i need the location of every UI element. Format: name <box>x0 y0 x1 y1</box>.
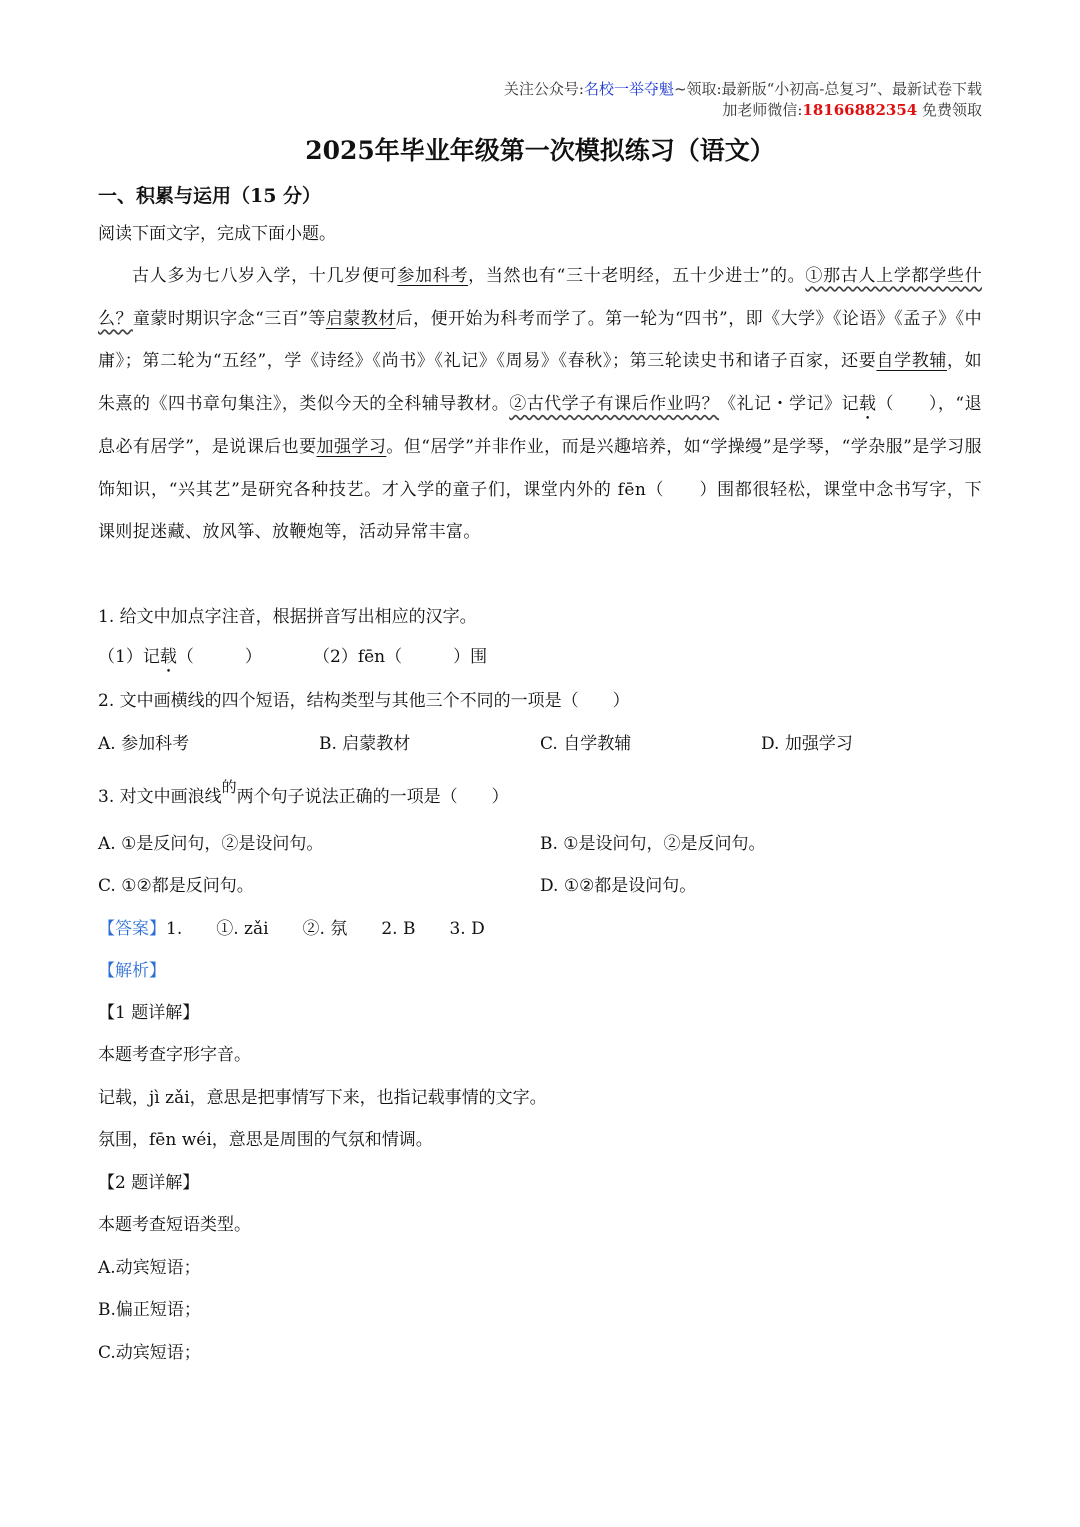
q3-option-d[interactable]: D. ①②都是设问句。 <box>540 876 697 896</box>
explanation-heading-2: 【2 题详解】 <box>98 1173 200 1193</box>
question-1-part-2: （2）fēn（ ）围 <box>313 647 488 667</box>
q3-option-a[interactable]: A. ①是反问句，②是设问句。 <box>98 834 324 854</box>
q1-blank: （ ） <box>176 647 262 667</box>
underlined-phrase-1: 参加科考 <box>397 266 469 286</box>
explanation-heading-1: 【1 题详解】 <box>98 1003 200 1023</box>
question-3-stem <box>98 778 509 809</box>
q2-option-d[interactable]: D. 加强学习 <box>761 734 853 754</box>
passage-text: 童蒙时期识字念“三百”等 <box>132 308 326 329</box>
question-1-part-1 <box>98 645 262 677</box>
explanation-line: C.动宾短语； <box>98 1343 201 1363</box>
account-link[interactable]: 名校一举夺魁 <box>583 80 674 98</box>
underlined-phrase-4: 加强学习 <box>316 436 387 457</box>
question-2-stem: 2. 文中画横线的四个短语，结构类型与其他三个不同的一项是（ ） <box>98 691 630 711</box>
explanation-line: 本题考查短语类型。 <box>98 1215 251 1235</box>
header-text: ~领取:最新版“小初高-总复习”、最新试卷下载 <box>673 80 982 98</box>
section-title: 一、积累与运用（15 分） <box>98 185 322 207</box>
reading-passage <box>98 255 982 554</box>
analysis-label: 【解析】 <box>98 961 166 981</box>
explanation-line: A.动宾短语； <box>98 1258 201 1278</box>
q3-option-c[interactable]: C. ①②都是反问句。 <box>98 876 254 896</box>
phone-number: 18166882354 <box>802 101 918 119</box>
q3-text: 3. 对文中画浪线 <box>98 787 222 807</box>
explanation-line: 氛围，fēn wéi，意思是周围的气氛和情调。 <box>98 1130 433 1150</box>
passage-text: ，当然也有“三十老明经，五十少进士”的。 <box>468 266 806 286</box>
q2-option-a[interactable]: A. 参加科考 <box>98 734 190 754</box>
answer-line <box>98 917 485 941</box>
question-1-stem: 1. 给文中加点字注音，根据拼音写出相应的汉字。 <box>98 607 477 627</box>
q1-text: （1）记 <box>98 647 160 667</box>
explanation-line: B.偏正短语； <box>98 1300 201 1320</box>
instruction: 阅读下面文字，完成下面小题。 <box>98 224 336 244</box>
explanation-line: 记载，jì zǎi，意思是把事情写下来，也指记载事情的文字。 <box>98 1088 547 1108</box>
wavy-sentence-1: ①那古人上学都学些什么？ <box>98 266 982 329</box>
underlined-phrase-2: 启蒙教材 <box>325 308 396 329</box>
header-label: 加老师微信: <box>722 101 803 119</box>
header-label: 关注公众号: <box>503 80 584 98</box>
answer-label: 【答案】 <box>98 919 166 939</box>
passage-text: 后，便开始为科考而学了。第一轮为“四书”，即《大学》《论语》《孟子》《中庸》；第二轮为“五经”，学《诗经》《尚书》《礼记》《周易》《春秋》；第三轮读史书和诸子百家，还要 <box>98 308 982 372</box>
q3-option-b[interactable]: B. ①是设问句，②是反问句。 <box>540 834 766 854</box>
passage-text: （ ），“退息必有居学”，是说课后也要 <box>98 394 982 457</box>
passage-text: 《礼记・学记》记 <box>719 394 859 415</box>
passage-text: 。但“居学”并非作业，而是兴趣培养，如“学操缦”是学琴，“学杂服”是学习服饰知识，“兴其艺”是研究各种技艺。才入学的童子们，课堂内外的 fēn（ ）围都很轻松，课堂中念书写字，下课则捉迷藏、放风筝、放鞭炮等，活动异常丰富。 <box>98 436 982 543</box>
header-text: 免费领取 <box>917 101 982 119</box>
q2-option-b[interactable]: B. 启蒙教材 <box>319 734 411 754</box>
dotted-char: 载 <box>858 394 877 415</box>
answer-text: 1. ①. zǎi ②. 氛 2. B 3. D <box>166 919 485 939</box>
q3-text: 两个句子说法正确的一项是（ ） <box>236 787 509 807</box>
explanation-line: 本题考查字形字音。 <box>98 1045 251 1065</box>
dotted-char: 载 <box>159 647 177 667</box>
passage-text: 古人多为七八岁入学，十几岁便可 <box>132 266 398 286</box>
header-promo-line-2 <box>722 100 982 121</box>
q3-superscript: 的 <box>221 778 237 796</box>
passage-text: ，如朱熹的《四书章句集注》，类似今天的全科辅导教材。 <box>98 351 982 415</box>
page-title: 2025年毕业年级第一次模拟练习（语文） <box>305 136 775 165</box>
q2-option-c[interactable]: C. 自学教辅 <box>540 734 632 754</box>
header-promo-line-1 <box>504 79 982 100</box>
underlined-phrase-3: 自学教辅 <box>876 351 947 372</box>
wavy-sentence-2: ②古代学子有课后作业吗？ <box>509 394 720 415</box>
